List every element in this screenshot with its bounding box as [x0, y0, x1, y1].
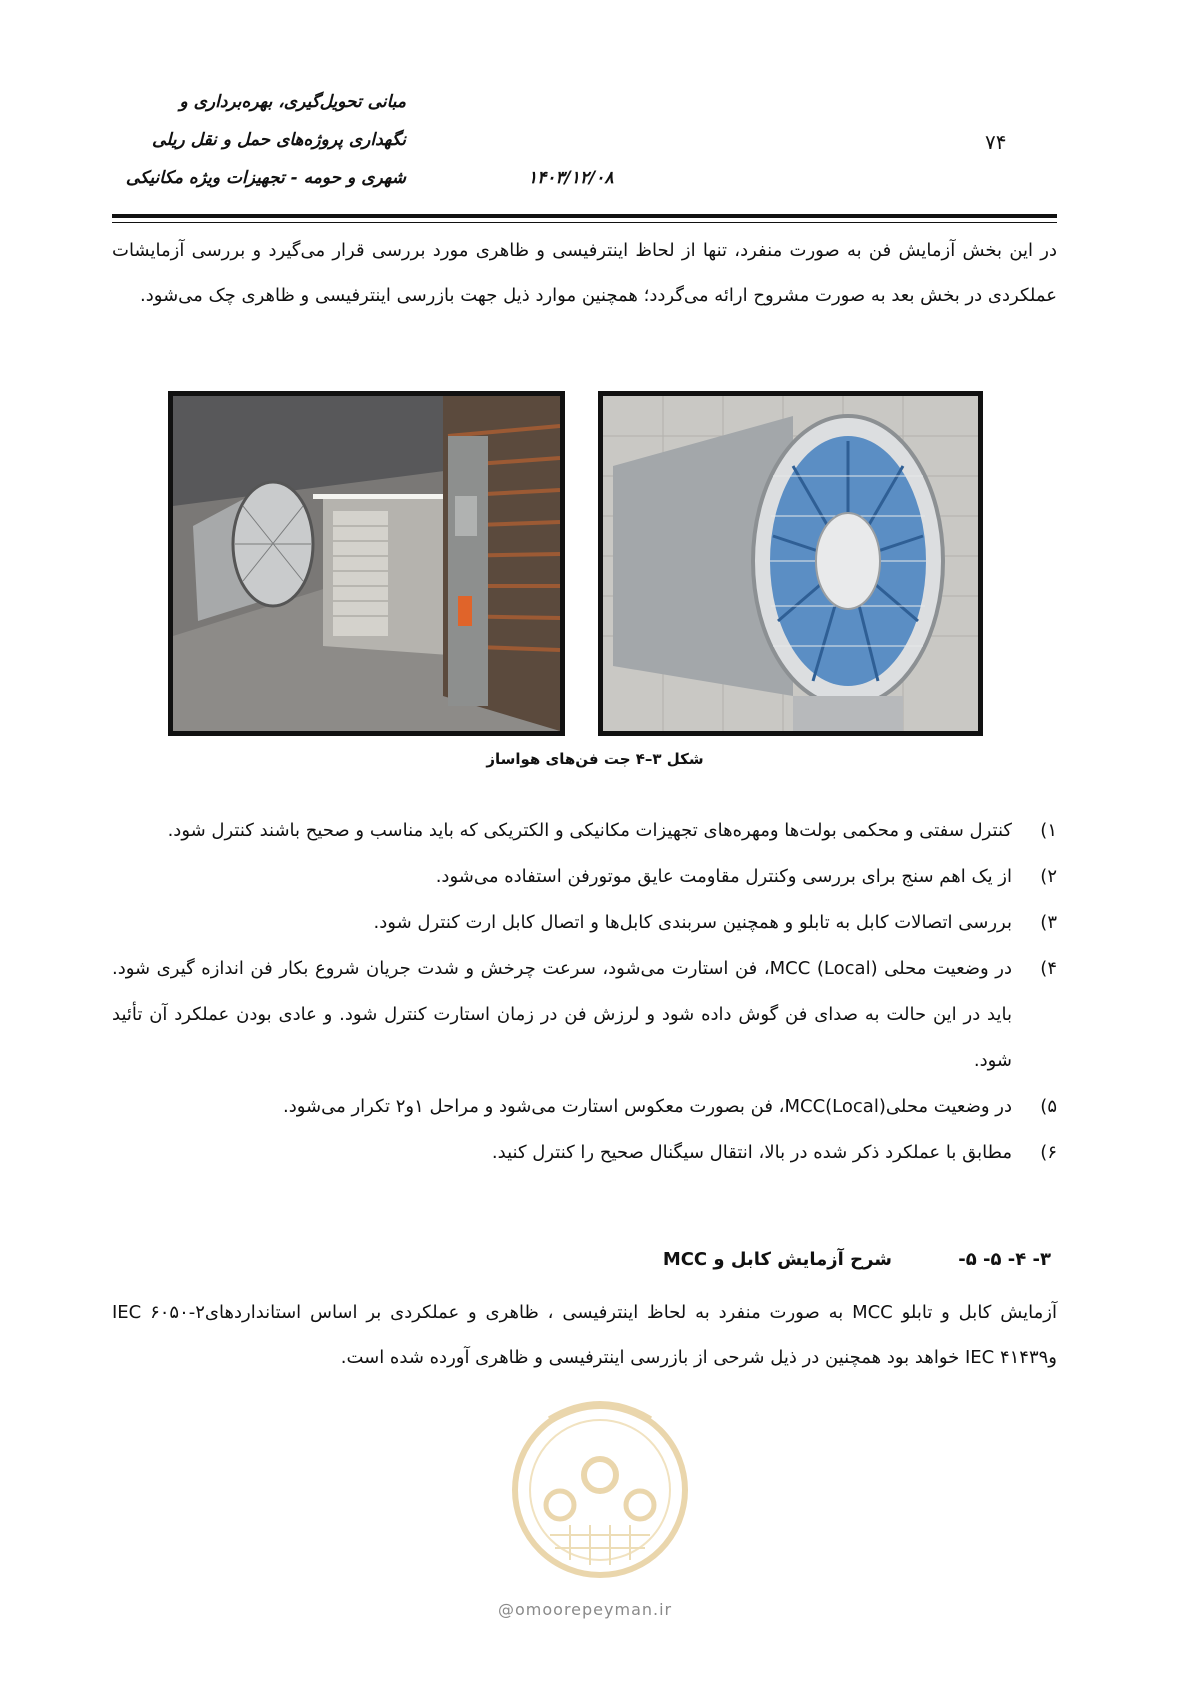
header-rule-thin — [112, 222, 1057, 223]
list-item-number: ۳) — [1040, 912, 1057, 933]
section-heading — [663, 1249, 1051, 1270]
section-title: شرح آزمایش کابل و MCC — [662, 1249, 892, 1270]
list-item-text: در وضعیت محلی (MCC (Local، فن استارت می‌شود، سرعت چرخش و شدت جریان شروع بکار فن اندازه گیری شود. باید در این حالت به صدای فن گوش داده شود و لرزش فن در زمان استارت کنترل شود. و عادی بودن عملکرد آن تأئید شود. — [112, 958, 1012, 1071]
mcc-paragraph: آزمایش کابل و تابلو MCC به صورت منفرد به لحاظ اینترفیسی ، ظاهری و عملکردی بر اساس استانداردهای۲-۶۰۵۰ IEC و۴۱۴۳۹ IEC خواهد بود همچنین در ذیل شرحی از بازرسی اینترفیسی و ظاهری آورده شده است. — [112, 1302, 1057, 1368]
list-item-text: در وضعیت محلی(MCC(Local، فن بصورت معکوس استارت می‌شود و مراحل ۱و۲ تکرار می‌شود. — [282, 1096, 1012, 1117]
list-item-number: ۵) — [1040, 1096, 1057, 1117]
jet-fan-closeup-photo — [598, 391, 983, 736]
header-date: ۱۴۰۳/۱۲/۰۸ — [528, 168, 614, 188]
list-item-number: ۱) — [1040, 820, 1057, 841]
header-title-line-3: شهری و حومه - تجهیزات ویژه مکانیکی — [125, 168, 406, 188]
list-item — [112, 900, 1057, 946]
list-item-number: ۶) — [1040, 1142, 1057, 1163]
watermark-logo — [490, 1380, 710, 1580]
page-header — [0, 92, 1191, 202]
fan-photo-illustration — [603, 396, 978, 731]
list-item — [112, 808, 1057, 854]
watermark-text: @omoorepeyman.ir — [498, 1600, 673, 1619]
header-rule-thick — [112, 214, 1057, 218]
jet-fan-tunnel-photo — [168, 391, 565, 736]
list-item-text: بررسی اتصالات کابل به تابلو و همچنین سربندی کابل‌ها و اتصال کابل ارت کنترل شود. — [373, 912, 1012, 933]
list-item-number: ۴) — [1040, 958, 1057, 979]
figure-caption: شکل ۳–۴ جت فن‌های هواساز — [486, 750, 704, 768]
section-number: ۳- ۴- ۵- ۵- — [958, 1249, 1051, 1270]
list-item — [112, 854, 1057, 900]
header-title-line-1: مبانی تحویل‌گیری، بهره‌برداری و — [179, 92, 406, 112]
list-item-text: از یک اهم سنج برای بررسی وکنترل مقاومت عایق موتورفن استفاده می‌شود. — [435, 866, 1012, 887]
list-item-text: کنترل سفتی و محکمی بولت‌ها ومهره‌های تجهیزات مکانیکی و الکتریکی که باید مناسب و صحیح باشند کنترل شود. — [167, 820, 1012, 841]
intro-paragraph: در این بخش آزمایش فن به صورت منفرد، تنها از لحاظ اینترفیسی و ظاهری مورد بررسی قرار می‌گیرد و بررسی آزمایشات عملکردی در بخش بعد به صورت مشروح ارائه می‌گردد؛ همچنین موارد ذیل جهت بازرسی اینترفیسی و ظاهری چک می‌شود. — [112, 240, 1057, 306]
list-item — [112, 946, 1057, 1084]
list-item — [112, 1130, 1057, 1176]
tunnel-photo-illustration — [173, 396, 560, 731]
list-item-number: ۲) — [1040, 866, 1057, 887]
list-item-text: مطابق با عملکرد ذکر شده در بالا، انتقال سیگنال صحیح را کنترل کنید. — [491, 1142, 1012, 1163]
checklist — [112, 808, 1057, 1176]
list-item — [112, 1084, 1057, 1130]
page-number: ۷۴ — [985, 130, 1007, 154]
header-title-line-2: نگهداری پروژه‌های حمل و نقل ریلی — [152, 130, 406, 150]
